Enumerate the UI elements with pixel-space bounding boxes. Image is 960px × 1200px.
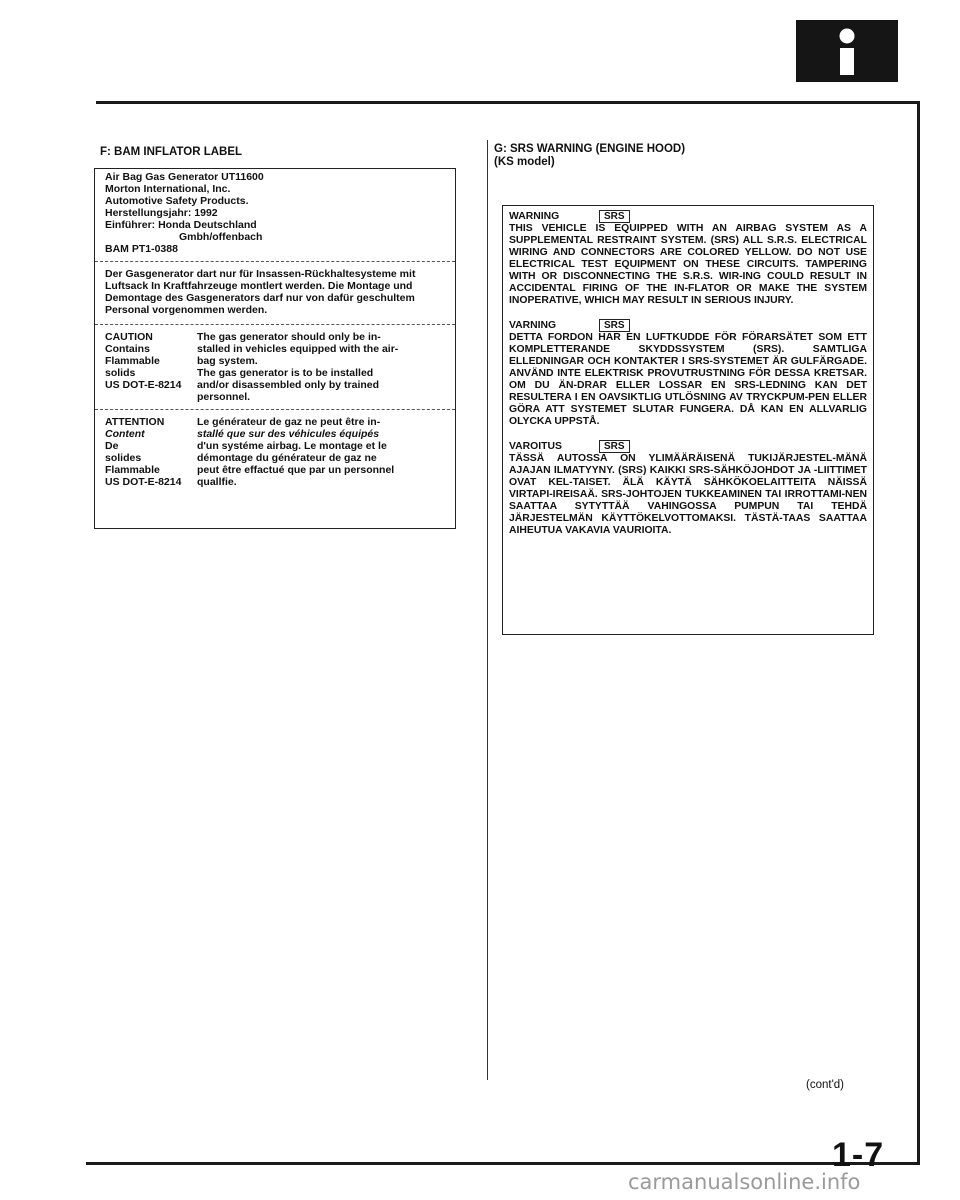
- continued-note: (cont'd): [806, 1079, 844, 1091]
- srs-badge: SRS: [599, 210, 630, 223]
- attention-left-line: Flammable: [105, 464, 160, 476]
- mfr-line: BAM PT1-0388: [105, 243, 178, 255]
- info-badge: [796, 20, 898, 82]
- dashed-separator: [95, 261, 455, 262]
- caution-left-line: Contains: [105, 343, 150, 355]
- warning-finnish: [509, 440, 867, 537]
- attention-left-line: solides: [105, 452, 142, 464]
- attention-block: [105, 416, 449, 488]
- caution-text-line: bag system.: [197, 355, 258, 367]
- dashed-separator: [95, 409, 455, 410]
- mfr-line: Herstellungsjahr: 1992: [105, 207, 218, 219]
- varning-title: VARNING: [509, 319, 557, 331]
- mfr-line: Einführer: Honda Deutschland: [105, 219, 257, 231]
- srs-badge: SRS: [599, 319, 630, 332]
- warning-title: WARNING: [509, 210, 560, 222]
- attention-left-line: De: [105, 440, 119, 452]
- bam-inflator-label: [94, 168, 456, 529]
- caution-title: CAUTION: [105, 331, 153, 343]
- attention-left-line: Content: [105, 428, 145, 440]
- mfr-line: Air Bag Gas Generator UT11600: [105, 171, 264, 183]
- attention-text-line: quallfie.: [197, 476, 237, 488]
- varning-text: DETTA FORDON HAR EN LUFTKUDDE FÖR FÖRARSÄTET SOM ETT KOMPLETTERANDE SKYDDSSYSTEM (SRS). SAMTLIGA ELLEDNINGAR OCH KONTAKTER I SRS-SYSTEMET ÄR GULFÄRGADE. ANVÄND INTE ELEKTRISK PROVUTRUSTNING FÖR DESSA KRETSAR. OM DU ÄN-DRAR ELLER LOSSAR EN SRS-LEDNING KAN DET RESULTERA I EN OAVSIKTLIG UTLÖSNING AV TRYCKPUM-PEN ELLER GÖRA ATT SYSTEMET SLUTAR FUNGERA. DÅ KAN EN ALLVARLIG OLYCKA UPPSTÅ.: [509, 332, 867, 427]
- caution-block: [105, 331, 449, 403]
- warning-text: THIS VEHICLE IS EQUIPPED WITH AN AIRBAG SYSTEM AS A SUPPLEMENTAL RESTRAINT SYSTEM. (SRS) ALL S.R.S. ELECTRICAL WIRING AND CONNECTORS ARE COLORED YELLOW. DO NOT USE ELECTRICAL TEST EQUIPMENT ON THESE CIRCUITS. TAMPERING WITH OR DISCONNECTING THE S.R.S. WIR-ING COULD RESULT IN ACCIDENTAL FIRING OF THE IN-FLATOR OR MAKE THE SYSTEM INOPERATIVE, WHICH MAY RESULT IN SERIOUS INJURY.: [509, 223, 867, 306]
- german-text: Der Gasgenerator dart nur für Insassen-Rückhaltesysteme mit Luftsack In Kraftfahrzeuge montlert werden. Die Montage und Demontage des Gasgenerators darf nur von dafür geschultem Personal vorgenommen werden.: [105, 268, 416, 316]
- caution-text-line: The gas generator should only be in-: [197, 331, 381, 343]
- caution-text-line: The gas generator is to be installed: [197, 367, 374, 379]
- varoitus-text: TÄSSÄ AUTOSSA ON YLIMÄÄRÄISENÄ TUKIJÄRJESTEL-MÄNÄ AJAJAN ILMATYYNY. (SRS) KAIKKI SRS-SÄHKÖJOHDOT JA -LIITTIMET OVAT KEL-TAISET. ÄLÄ KÄYTÄ SÄHKÖKOELAITTEITA NÄISSÄ VIRTAPI-IREISAÄ. SRS-JOHTOJEN TUKKEAMINEN TAI IRROTTAMI-NEN SAATTAA SYTYTTÄÄ VAHINGOSSA PUMPUN TAI TEHDÄ JÄRJESTELMÄN KÄYTTÖKELVOTTOMAKSI. TÄSTÄ-TAAS SAATTAA AIHEUTUA VAKAVIA VAURIOITA.: [509, 453, 867, 536]
- attention-left-line: US DOT-E-8214: [105, 476, 182, 488]
- section-g-subtitle: (KS model): [494, 156, 555, 168]
- attention-text-line: peut être effactué que par un personnel: [197, 464, 395, 476]
- caution-text-line: stalled in vehicles equipped with the air-: [197, 343, 399, 355]
- bottom-rule: [86, 1162, 920, 1165]
- section-g-heading: [494, 143, 685, 169]
- watermark: carmanualsonline.info: [628, 1170, 861, 1194]
- info-icon: [796, 20, 898, 82]
- mfr-line: Morton International, Inc.: [105, 183, 231, 195]
- warning-english: [509, 210, 867, 307]
- mfr-line: Gmbh/offenbach: [179, 231, 263, 243]
- manufacturer-block: [105, 171, 449, 255]
- top-rule: [96, 101, 920, 104]
- attention-text-line: Le générateur de gaz ne peut être in-: [197, 416, 381, 428]
- dashed-separator: [95, 324, 455, 325]
- mfr-line: Automotive Safety Products.: [105, 195, 249, 207]
- attention-title: ATTENTION: [105, 416, 165, 428]
- varoitus-title: VAROITUS: [509, 440, 562, 452]
- srs-warning-label: [502, 205, 874, 635]
- caution-left-line: solids: [105, 367, 136, 379]
- attention-text-line: démontage du générateur de gaz ne: [197, 452, 377, 464]
- srs-badge: SRS: [599, 440, 630, 453]
- attention-text-line: d'un systéme airbag. Le montage et le: [197, 440, 387, 452]
- column-divider: [487, 140, 488, 1080]
- caution-left-line: Flammable: [105, 355, 160, 367]
- page-number: 1-7: [832, 1136, 885, 1174]
- attention-text-line: stallé que sur des véhicules équipés: [197, 428, 380, 440]
- right-rule: [917, 101, 920, 1165]
- section-g-title: G: SRS WARNING (ENGINE HOOD): [494, 143, 686, 155]
- caution-text-line: personnel.: [197, 391, 251, 403]
- caution-left-line: US DOT-E-8214: [105, 379, 182, 391]
- caution-text-line: and/or disassembled only by trained: [197, 379, 380, 391]
- section-f-heading: F: BAM INFLATOR LABEL: [100, 146, 243, 158]
- warning-swedish: [509, 319, 867, 428]
